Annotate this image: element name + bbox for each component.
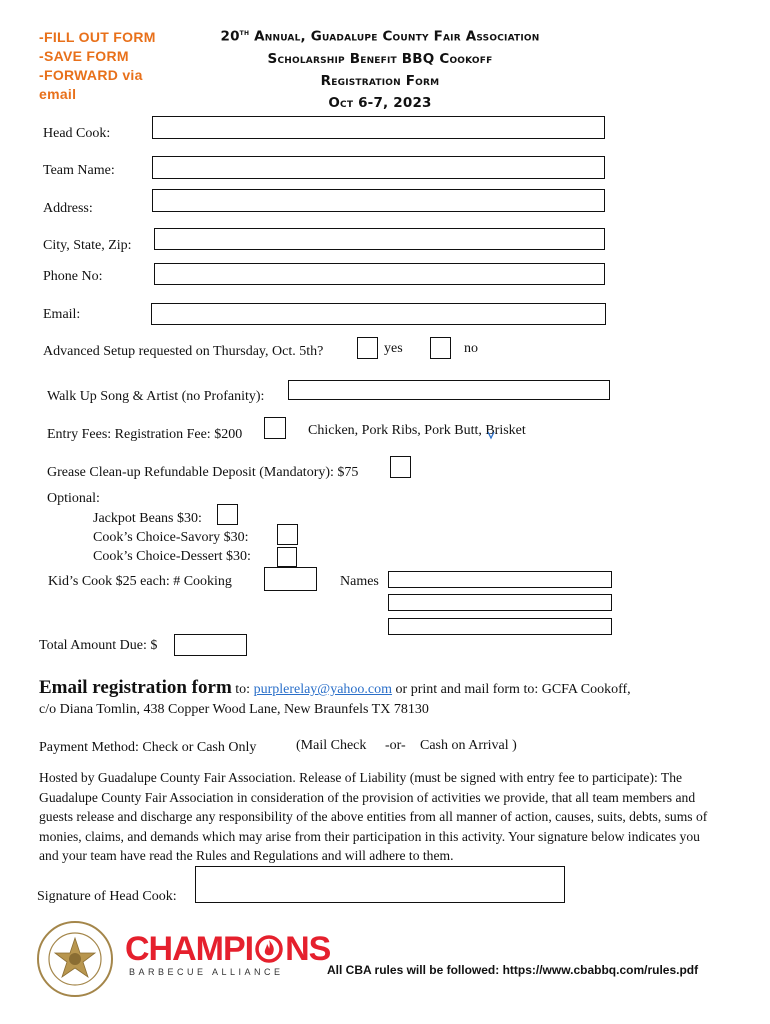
entry-fee-label: Entry Fees: Registration Fee: $200	[47, 427, 243, 442]
jackpot-checkbox[interactable]	[217, 504, 238, 525]
address-field[interactable]	[152, 189, 605, 212]
address-label: Address:	[43, 201, 93, 216]
phone-field[interactable]	[154, 263, 605, 285]
instruction-email: email	[39, 86, 77, 102]
head-cook-label: Head Cook:	[43, 126, 111, 141]
kids-cooking-count-field[interactable]	[264, 567, 317, 591]
setup-question: Advanced Setup requested on Thursday, Oct. 5th?	[43, 344, 324, 359]
savory-checkbox[interactable]	[277, 524, 298, 545]
fair-seal-logo	[36, 920, 114, 998]
payment-or: -or-	[385, 738, 406, 753]
signature-field[interactable]	[195, 866, 565, 903]
kid-name-field-3[interactable]	[388, 618, 612, 635]
email-registration-line: Email registration form to: purplerelay@yahoo.com or print and mail form to: GCFA Cookoff,	[39, 677, 631, 698]
walkup-label: Walk Up Song & Artist (no Profanity):	[47, 389, 265, 404]
mail-instructions: or print and mail form to: GCFA Cookoff,	[392, 682, 631, 697]
setup-no-checkbox[interactable]	[430, 337, 451, 359]
kids-cook-label: Kid’s Cook $25 each: # Cooking	[48, 574, 232, 589]
city-field[interactable]	[154, 228, 605, 250]
kid-name-field-2[interactable]	[388, 594, 612, 611]
team-name-label: Team Name:	[43, 163, 115, 178]
grease-label: Grease Clean-up Refundable Deposit (Mandatory): $75	[47, 465, 359, 480]
phone-label: Phone No:	[43, 269, 103, 284]
setup-yes-checkbox[interactable]	[357, 337, 378, 359]
email-label: Email:	[43, 307, 81, 322]
title-line-1: 20th Annual, Guadalupe County Fair Association	[220, 28, 540, 45]
setup-no-label: no	[464, 341, 478, 356]
instruction-fill: -FILL OUT FORM	[39, 29, 156, 45]
email-field[interactable]	[151, 303, 606, 325]
head-cook-field[interactable]	[152, 116, 605, 139]
optional-label: Optional:	[47, 491, 100, 506]
alliance-text: BARBECUE ALLIANCE	[129, 967, 284, 977]
title-line-2: Scholarship Benefit BBQ Cookoff	[267, 50, 493, 67]
setup-yes-label: yes	[384, 341, 403, 356]
seal-icon	[36, 920, 114, 998]
payment-method: Payment Method: Check or Cash Only	[39, 740, 257, 755]
categories-text: Chicken, Pork Ribs, Pork Butt, Brisket	[308, 423, 526, 438]
savory-label: Cook’s Choice-Savory $30:	[93, 530, 249, 545]
dessert-checkbox[interactable]	[277, 547, 297, 567]
title-line-3: Registration Form	[320, 72, 440, 89]
walkup-field[interactable]	[288, 380, 610, 400]
cba-rules-note: All CBA rules will be followed: https://www.cbabbq.com/rules.pdf	[327, 963, 699, 977]
names-label: Names	[340, 574, 379, 589]
kid-name-field-1[interactable]	[388, 571, 612, 588]
cursor-mark-icon	[487, 431, 495, 440]
mailing-address: c/o Diana Tomlin, 438 Copper Wood Lane, New Braunfels TX 78130	[39, 702, 429, 717]
email-registration-heading: Email registration form	[39, 677, 232, 698]
form-title	[150, 22, 610, 114]
payment-cash-arrival: Cash on Arrival )	[420, 738, 517, 753]
city-label: City, State, Zip:	[43, 238, 132, 253]
liability-text: Hosted by Guadalupe County Fair Association. Release of Liability (must be signed with entry fee to participate): The Guadalupe County Fair Association in consideration of the provision of activities we provide, that all team members and guests release and discharge any responsibility of the above entities from all manner of action, causes, suits, debts, sums of monies, claims, and demands which may arise from their participation in this activity. Your signature below indicates you and your team have read the Rules and Regulations and will adhere to them.	[39, 770, 708, 863]
instruction-save: -SAVE FORM	[39, 48, 129, 64]
total-label: Total Amount Due: $	[39, 638, 158, 653]
title-line-4: Oct 6-7, 2023	[328, 94, 432, 111]
champions-wordmark: CHAMPI NS	[125, 930, 331, 968]
jackpot-label: Jackpot Beans $30:	[93, 511, 202, 526]
champions-logo	[125, 930, 330, 977]
team-name-field[interactable]	[152, 156, 605, 179]
entry-fee-checkbox[interactable]	[264, 417, 286, 439]
instructions	[39, 28, 156, 104]
total-field[interactable]	[174, 634, 247, 656]
instruction-forward: -FORWARD via	[39, 67, 143, 83]
payment-mail-check: (Mail Check	[296, 738, 367, 753]
grease-checkbox[interactable]	[390, 456, 411, 478]
email-link[interactable]: purplerelay@yahoo.com	[253, 682, 393, 697]
signature-label: Signature of Head Cook:	[37, 889, 177, 904]
dessert-label: Cook’s Choice-Dessert $30:	[93, 549, 251, 564]
flame-icon	[254, 934, 284, 964]
